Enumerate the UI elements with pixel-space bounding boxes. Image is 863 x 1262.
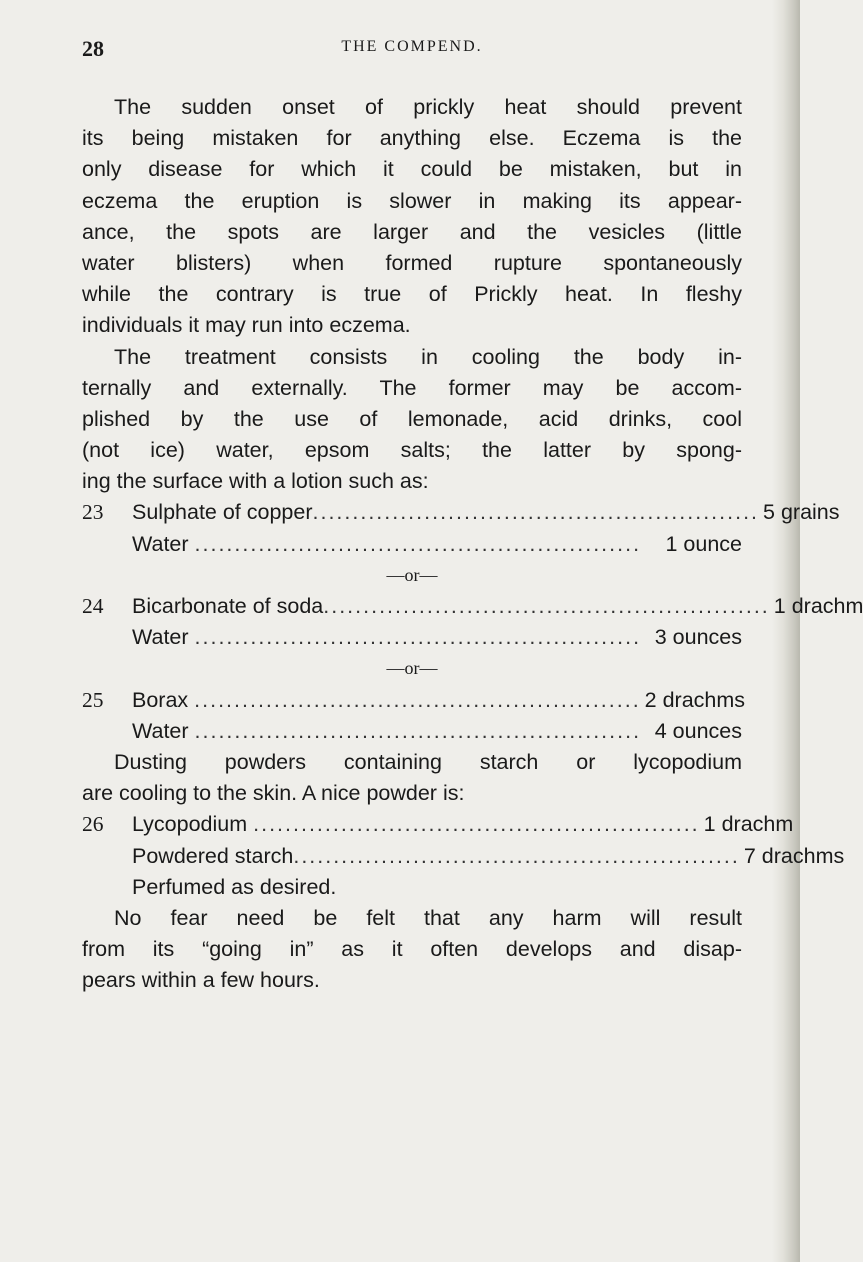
ingredient-name: Water (132, 625, 189, 650)
text-line: Perfumed as desired. (132, 874, 337, 899)
text-line: Dusting powders containing starch or lycopodium (114, 749, 742, 774)
ingredient-amount: 3 ounces (654, 625, 742, 650)
running-title: THE COMPEND. (341, 38, 483, 55)
ingredient-amount: 4 ounces (654, 718, 742, 743)
ingredient-name: Water (132, 718, 189, 743)
text-line: The sudden onset of prickly heat should prevent (114, 95, 742, 119)
recipe-line: Water ........................................................ 4 ounces (82, 716, 742, 747)
text-line: from its “going in” as it often develops and disap- (82, 937, 742, 962)
page-number: 28 (82, 36, 104, 61)
text-line: ing the surface with a lotion such as: (82, 469, 429, 494)
recipe-number: 24 (82, 594, 104, 618)
recipe-line: 25 Borax ........................................................ 2 drachms (82, 685, 742, 716)
ingredient-amount: 7 drachms (743, 843, 845, 868)
recipe-line: Water ........................................................ 1 ounce (82, 529, 742, 560)
text-line: are cooling to the skin. A nice powder is: (82, 781, 465, 806)
ingredient-name: Powdered starch (132, 843, 294, 868)
or-divider: —or— (386, 564, 438, 585)
page-edge-shadow (772, 0, 800, 1262)
text-line: eczema the eruption is slower in making its appear- (82, 188, 742, 213)
text-line: The treatment consists in cooling the body in- (114, 344, 742, 369)
ingredient-amount: 2 drachms (644, 687, 746, 712)
page-header (82, 36, 742, 66)
text-line: its being mistaken for anything else. Eczema is the (82, 126, 742, 151)
text-line: only disease for which it could be mistaken, but in (82, 157, 742, 182)
text-line: (not ice) water, epsom salts; the latter by spong- (82, 438, 742, 463)
ingredient-name: Water (132, 531, 189, 556)
ingredient-name: Borax (132, 687, 189, 712)
recipe-line: 26 Lycopodium ........................................................ 1 drachm (82, 809, 742, 840)
recipe-line: 24 Bicarbonate of soda........................................................ 1 drachm (82, 591, 742, 622)
text-line: water blisters) when formed rupture spontaneously (82, 250, 742, 275)
ingredient-amount: 5 grains (763, 500, 840, 525)
text-line: pears within a few hours. (82, 968, 320, 993)
text-line: ance, the spots are larger and the vesicles (little (82, 219, 742, 244)
ingredient-amount: 1 drachm (773, 594, 863, 618)
text-line: plished by the use of lemonade, acid drinks, cool (82, 406, 742, 431)
text-line: while the contrary is true of Prickly heat. In fleshy (82, 282, 742, 307)
recipe-number: 26 (82, 812, 104, 837)
recipe-line: 23 Sulphate of copper........................................................ 5 grains (82, 497, 742, 528)
recipe-line: Water ........................................................ 3 ounces (82, 622, 742, 653)
ingredient-amount: 1 ounce (665, 531, 742, 556)
ingredient-name: Bicarbonate of soda (132, 594, 324, 618)
text-line: ternally and externally. The former may be accom- (82, 375, 742, 400)
ingredient-name: Lycopodium (132, 812, 248, 837)
recipe-number: 23 (82, 500, 104, 525)
body-text (82, 92, 863, 996)
ingredient-name: Sulphate of copper (132, 500, 313, 525)
text-line: individuals it may run into eczema. (82, 313, 411, 338)
ingredient-amount: 1 drachm (703, 812, 794, 837)
or-divider: —or— (386, 658, 438, 679)
recipe-line: Powdered starch........................................................ 7 drachms (82, 841, 742, 872)
recipe-number: 25 (82, 687, 104, 712)
text-line: No fear need be felt that any harm will result (114, 905, 742, 930)
